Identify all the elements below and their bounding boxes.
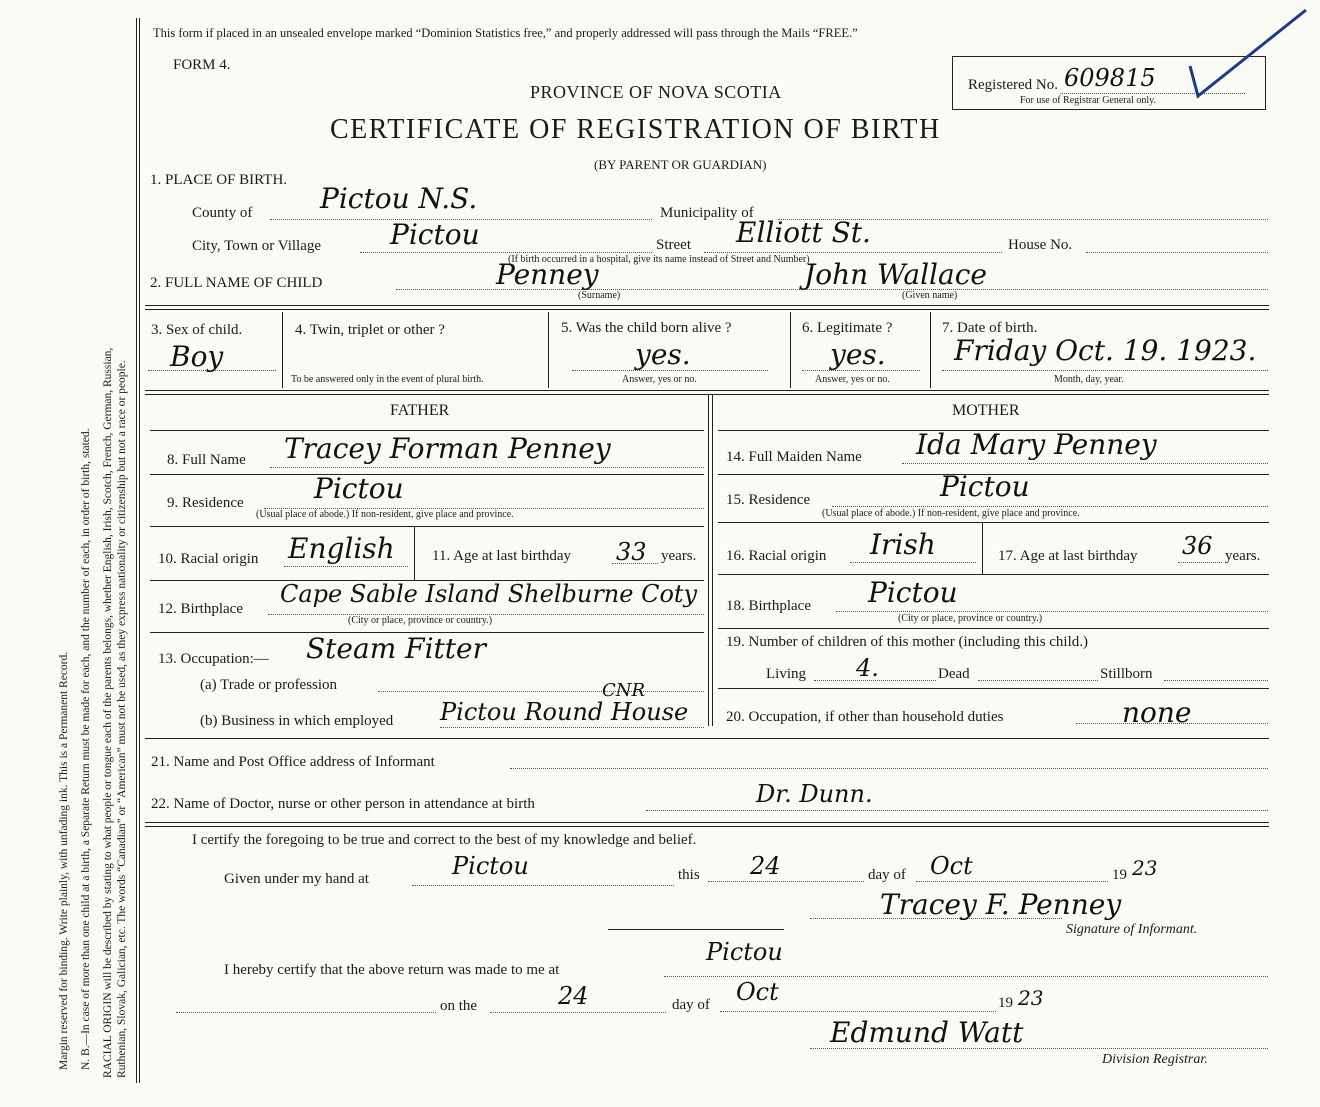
mother-birthplace-value: Pictou	[868, 576, 958, 609]
registered-label: Registered No.	[968, 77, 1058, 93]
children-label: 19. Number of children of this mother (including this child.)	[726, 634, 1089, 650]
father-race-line	[284, 566, 408, 567]
city-line	[360, 252, 652, 253]
county-value: Pictou N.S.	[320, 182, 478, 215]
stillborn-line	[1164, 680, 1268, 681]
registrar-note: For use of Registrar General only.	[1020, 95, 1156, 106]
nb-note: N. B.—In case of more than one child at a birth, a Separate Return must be made for each, and the number of each, in order of birth, stated.	[80, 428, 92, 1070]
center-divider-2	[712, 394, 713, 726]
mother-occupation-value: none	[1122, 696, 1192, 729]
county-label: County of	[192, 205, 253, 221]
alive-label: 5. Was the child born alive ?	[561, 320, 732, 336]
left-border-inner	[139, 18, 140, 1083]
mother-birthplace-caption: (City or place, province or country.)	[898, 613, 1043, 624]
father-birthplace-value: Cape Sable Island Shelburne Coty	[280, 580, 698, 608]
dob-value: Friday Oct. 19. 1923.	[954, 334, 1257, 367]
registrar-day-line	[490, 1012, 666, 1013]
col-div-2	[548, 312, 549, 388]
mother-name-label: 14. Full Maiden Name	[726, 449, 862, 465]
hospital-note: (If birth occurred in a hospital, give its name instead of Street and Number)	[508, 254, 810, 265]
father-rule-3	[150, 526, 704, 527]
mother-age-label: 17. Age at last birthday	[998, 548, 1138, 564]
father-years: years.	[661, 548, 697, 564]
business-line	[440, 727, 704, 728]
mother-residence-caption: (Usual place of abode.) If non-resident, give place and province.	[822, 508, 1080, 519]
doctor-label: 22. Name of Doctor, nurse or other person in attendance at birth	[151, 796, 535, 812]
house-line	[1086, 252, 1268, 253]
mother-rule-3	[718, 522, 1269, 523]
registered-number: 609815	[1064, 64, 1156, 92]
registrar-signature: Edmund Watt	[830, 1016, 1024, 1049]
check-mark-icon	[1110, 4, 1310, 104]
municipality-label: Municipality of	[660, 205, 754, 221]
page-title: CERTIFICATE OF REGISTRATION OF BIRTH	[330, 114, 941, 145]
registrar-statement: I hereby certify that the above return was made to me at	[224, 962, 560, 978]
father-name-label: 8. Full Name	[167, 452, 246, 468]
mother-residence-line	[832, 506, 1268, 507]
form-number: FORM 4.	[173, 57, 231, 73]
given-place-line	[412, 885, 674, 886]
col-div-1	[282, 312, 283, 388]
page-subtitle: (BY PARENT OR GUARDIAN)	[594, 157, 767, 172]
twin-label: 4. Twin, triplet or other ?	[295, 322, 445, 338]
child-name-label: 2. FULL NAME OF CHILD	[150, 275, 323, 291]
informant-line	[510, 768, 1268, 769]
father-race-label: 10. Racial origin	[158, 551, 259, 567]
dob-label: 7. Date of birth.	[942, 320, 1038, 336]
father-rule-2	[150, 474, 704, 475]
registrar-place-line	[664, 976, 1268, 977]
doctor-value: Dr. Dunn.	[756, 780, 873, 808]
rule-d	[145, 822, 1269, 823]
col-div-4	[930, 312, 931, 388]
dead-line	[978, 680, 1098, 681]
informant-sig-caption: Signature of Informant.	[1066, 922, 1198, 937]
surname-caption: (Surname)	[578, 290, 621, 301]
registrar-year-prefix: 19	[998, 995, 1013, 1011]
given-year-prefix: 19	[1112, 867, 1127, 883]
informant-label: 21. Name and Post Office address of Informant	[151, 754, 435, 770]
mother-rule-6	[718, 688, 1269, 689]
street-line	[704, 252, 1002, 253]
father-col-div	[414, 526, 415, 580]
mother-residence-value: Pictou	[940, 470, 1030, 503]
father-age-label: 11. Age at last birthday	[432, 548, 571, 564]
rule-c	[145, 738, 1269, 739]
given-year-suffix: 23	[1132, 856, 1158, 880]
given-month: Oct	[930, 852, 973, 880]
registrar-day: 24	[558, 982, 589, 1010]
given-caption: (Given name)	[902, 290, 958, 301]
col-div-3	[790, 312, 791, 388]
business-extra: CNR	[602, 680, 646, 701]
rule-b	[145, 390, 1269, 391]
sex-value: Boy	[170, 340, 224, 373]
father-residence-label: 9. Residence	[167, 495, 244, 511]
mother-residence-label: 15. Residence	[726, 492, 811, 508]
this-label: this	[678, 867, 700, 883]
alive-caption: Answer, yes or no.	[622, 374, 697, 385]
father-heading: FATHER	[390, 402, 450, 419]
mother-occupation-label: 20. Occupation, if other than household duties	[726, 709, 1004, 725]
living-value: 4.	[856, 654, 879, 682]
dob-caption: Month, day, year.	[1054, 374, 1124, 385]
top-notice: This form if placed in an unsealed envelope marked “Dominion Statistics free,” and properly addressed will pass through the Mails “FREE.”	[153, 26, 858, 40]
doctor-line	[646, 810, 1268, 811]
father-age-value: 33	[616, 538, 647, 566]
father-rule-1	[150, 430, 704, 431]
given-label: Given under my hand at	[224, 871, 369, 887]
mother-years: years.	[1225, 548, 1261, 564]
left-border	[136, 18, 137, 1083]
registrar-sig-caption: Division Registrar.	[1102, 1052, 1208, 1067]
mother-heading: MOTHER	[952, 402, 1020, 419]
certify-statement: I certify the foregoing to be true and correct to the best of my knowledge and belief.	[192, 832, 697, 848]
rule-a2	[145, 309, 1269, 310]
province-heading: PROVINCE OF NOVA SCOTIA	[530, 82, 782, 102]
dob-line	[942, 370, 1268, 371]
house-label: House No.	[1008, 237, 1073, 253]
given-day-line	[708, 881, 864, 882]
dead-label: Dead	[938, 666, 970, 682]
racial-note-2: Ruthenian, Slovak, Galician, etc. The words “Canadian” or “American” must not be used, as they express nationality or citizenship but not a race or people.	[116, 360, 128, 1078]
trade-label: (a) Trade or profession	[200, 677, 338, 693]
trade-line	[378, 691, 704, 692]
rule-a	[145, 305, 1269, 306]
rule-d2	[145, 826, 1269, 827]
rule-b2	[145, 394, 1269, 395]
mother-race-line	[850, 562, 976, 563]
legit-value: yes.	[830, 338, 886, 371]
racial-note-1: RACIAL ORIGIN will be described by stating to what people or tongue each of the parents belongs, whether English, Irish, Scotch, French, German, Russian,	[102, 347, 114, 1078]
child-surname: Penney	[496, 258, 599, 291]
mother-age-line	[1178, 562, 1222, 563]
legit-caption: Answer, yes or no.	[815, 374, 890, 385]
margin-note: Margin reserved for binding. Write plainly, with unfading ink. This is a Permanent Record.	[58, 651, 70, 1070]
informant-signature: Tracey F. Penney	[880, 888, 1122, 921]
mother-birthplace-line	[836, 611, 1268, 612]
father-birthplace-label: 12. Birthplace	[158, 601, 243, 617]
on-label: on the	[440, 998, 478, 1014]
registrar-month-line	[720, 1011, 996, 1012]
father-occupation-value: Steam Fitter	[306, 632, 486, 665]
father-occupation-label: 13. Occupation:—	[158, 651, 269, 667]
mother-race-value: Irish	[870, 528, 936, 561]
father-race-value: English	[288, 532, 395, 565]
business-value: Pictou Round House	[440, 698, 689, 726]
business-label: (b) Business in which employed	[200, 713, 394, 729]
child-given-name: John Wallace	[804, 258, 987, 291]
mother-name-value: Ida Mary Penney	[916, 428, 1157, 461]
father-birthplace-caption: (City or place, province or country.)	[348, 615, 493, 626]
registrar-pre-line	[176, 1012, 436, 1013]
alive-value: yes.	[635, 338, 691, 371]
given-dayof-label: day of	[868, 867, 906, 883]
city-label: City, Town or Village	[192, 238, 322, 254]
mother-rule-4	[718, 574, 1269, 575]
registrar-dayof-label: day of	[672, 997, 710, 1013]
mother-col-div	[982, 522, 983, 574]
legit-label: 6. Legitimate ?	[802, 320, 893, 336]
father-name-value: Tracey Forman Penney	[284, 432, 611, 465]
separator-rule	[608, 929, 784, 930]
mother-name-line	[902, 463, 1268, 464]
registrar-month: Oct	[736, 978, 779, 1006]
father-name-line	[270, 467, 704, 468]
given-month-line	[916, 881, 1108, 882]
street-value: Elliott St.	[736, 216, 871, 249]
father-residence-value: Pictou	[314, 472, 404, 505]
mother-rule-5	[718, 628, 1269, 629]
twin-note: To be answered only in the event of plural birth.	[291, 374, 484, 385]
center-divider	[708, 394, 709, 726]
registrar-year-suffix: 23	[1018, 986, 1044, 1010]
place-heading: 1. PLACE OF BIRTH.	[150, 172, 288, 188]
living-label: Living	[766, 666, 806, 682]
mother-age-value: 36	[1182, 532, 1213, 560]
sex-label: 3. Sex of child.	[151, 322, 243, 338]
registrar-place: Pictou	[706, 938, 783, 966]
city-value: Pictou	[390, 218, 480, 251]
stillborn-label: Stillborn	[1100, 666, 1153, 682]
given-day: 24	[750, 852, 781, 880]
mother-birthplace-label: 18. Birthplace	[726, 598, 811, 614]
given-place: Pictou	[452, 852, 529, 880]
mother-race-label: 16. Racial origin	[726, 548, 827, 564]
street-label: Street	[656, 237, 691, 253]
father-residence-caption: (Usual place of abode.) If non-resident, give place and province.	[256, 509, 514, 520]
